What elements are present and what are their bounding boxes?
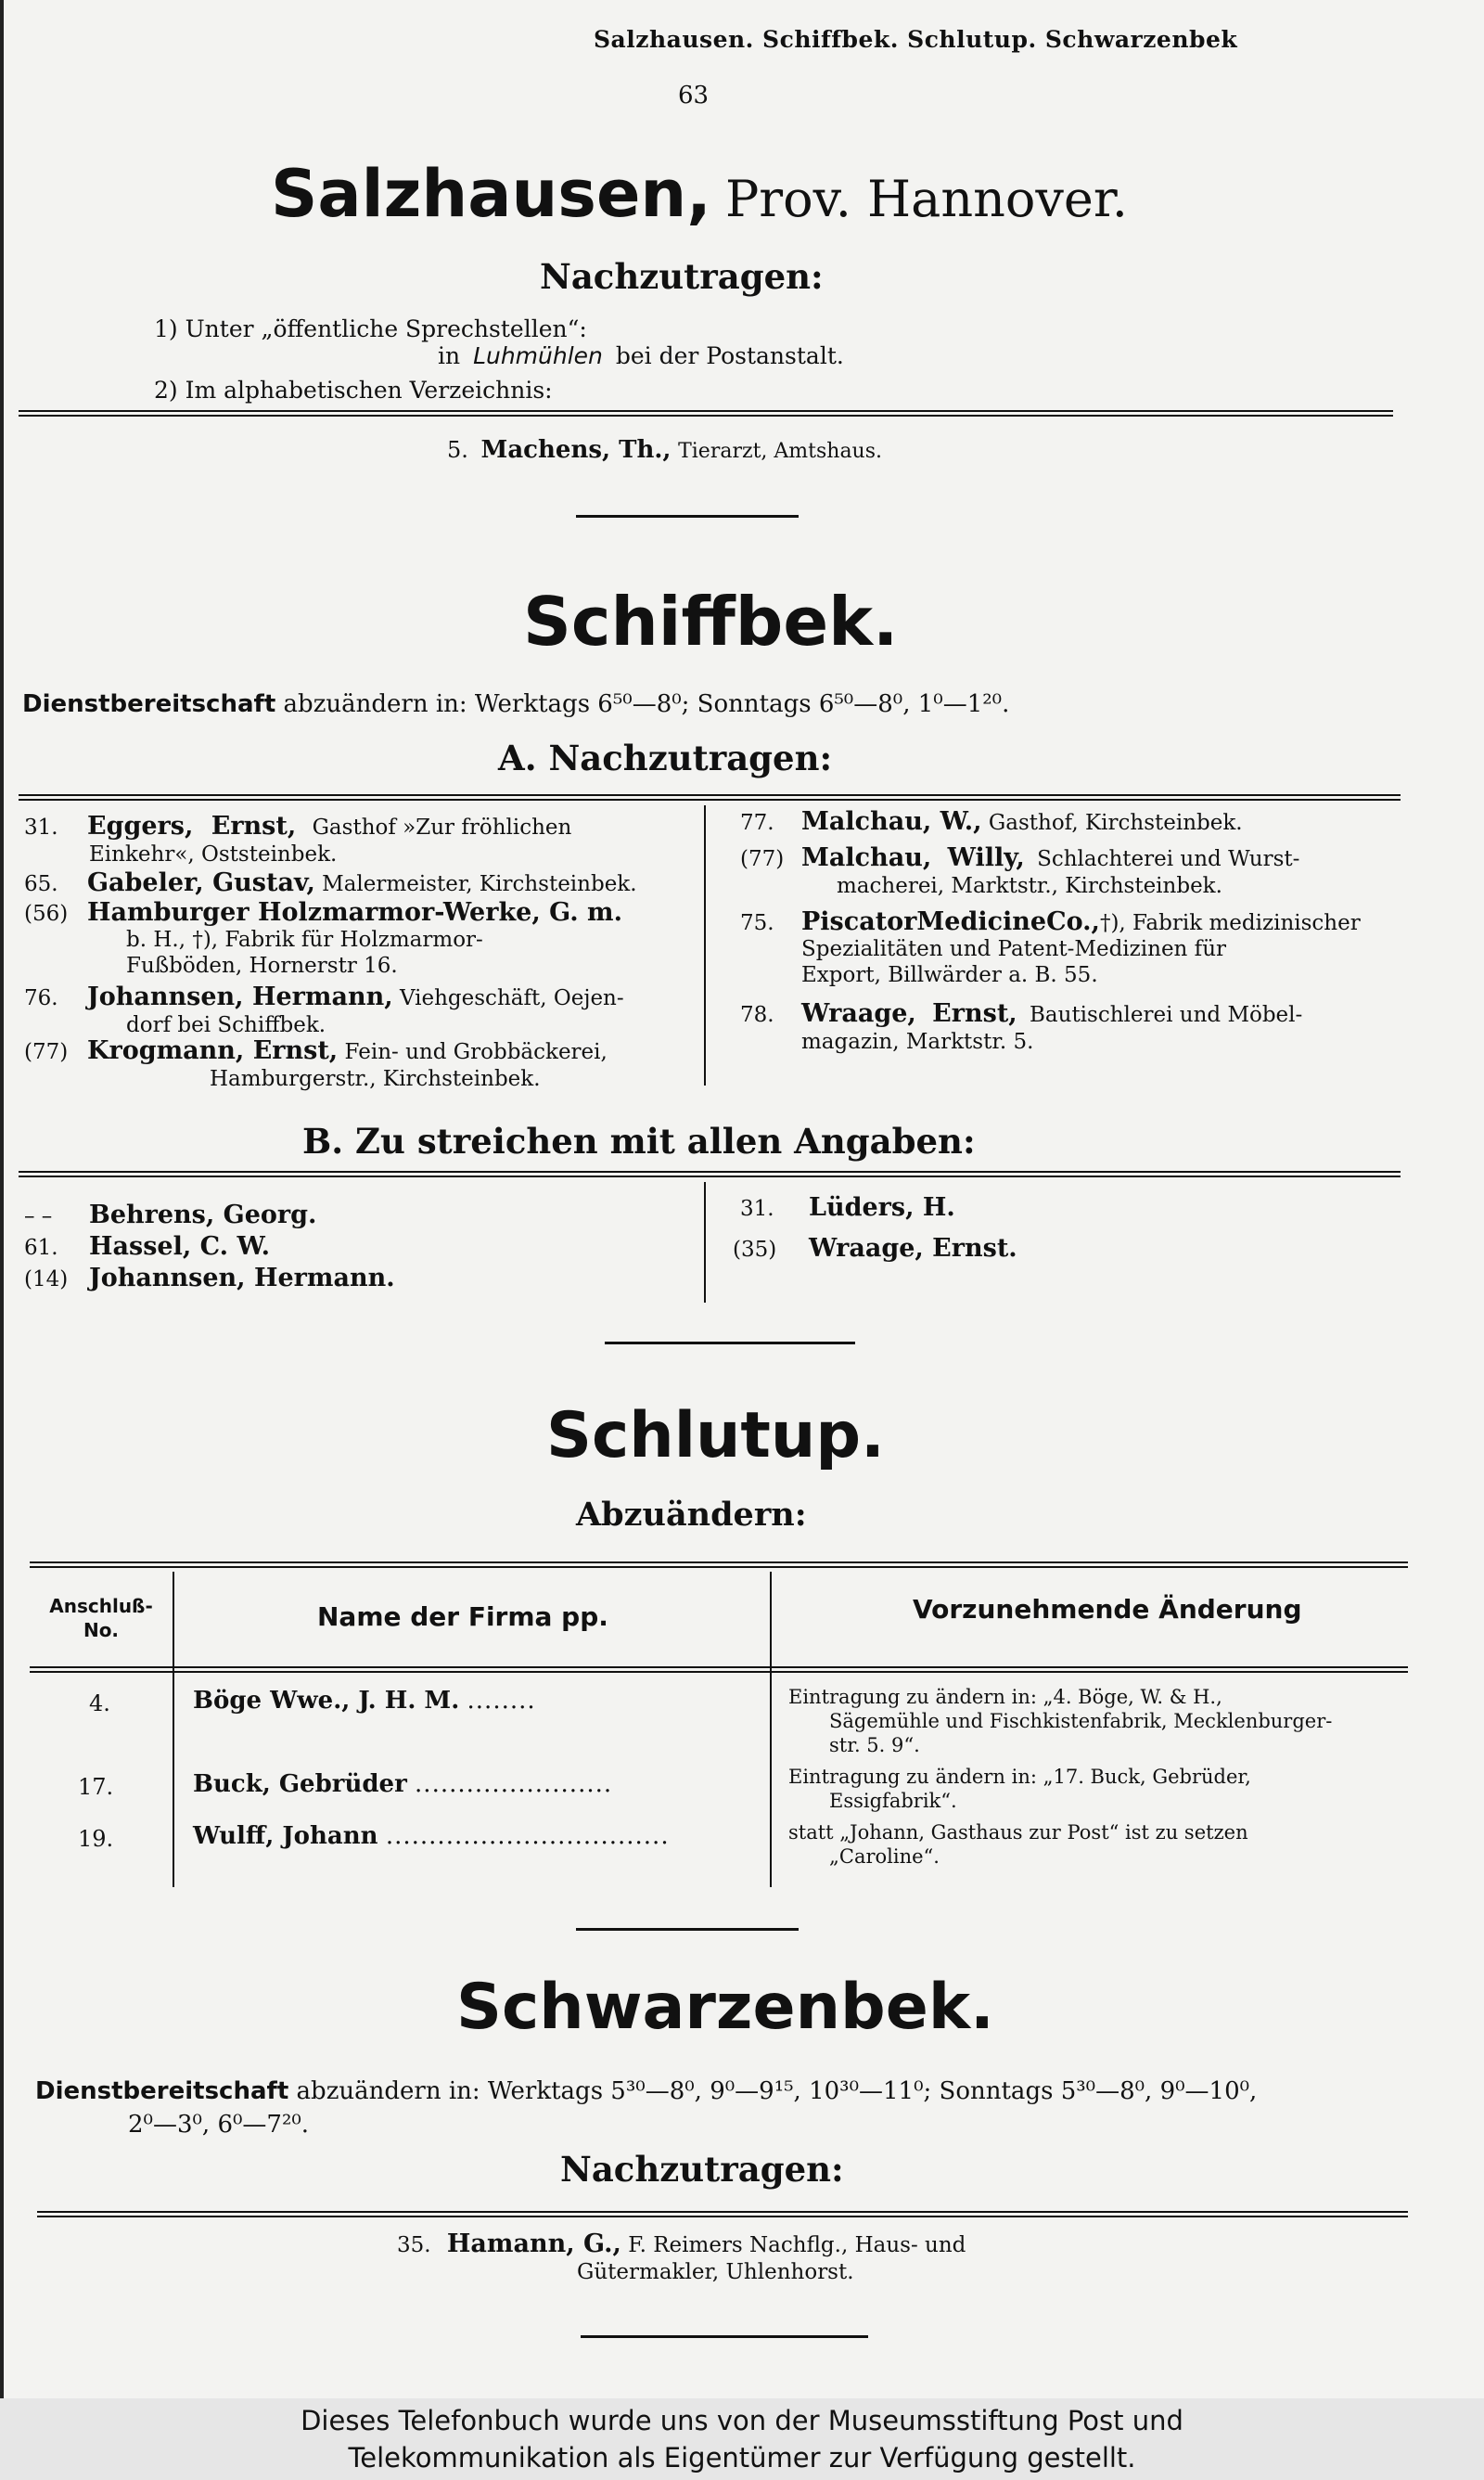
row-change-line1: Eintragung zu ändern in: „17. Buck, Gebrüder, bbox=[788, 1766, 1251, 1788]
entry-no: 65. bbox=[24, 872, 58, 896]
salzhausen-line1b-post: bei der Postanstalt. bbox=[615, 342, 844, 369]
row-leader-dots: ................................. bbox=[385, 1822, 670, 1850]
entry-desc: Viehgeschäft, Oejen- bbox=[399, 986, 624, 1010]
list-item bbox=[24, 1201, 316, 1229]
schwarzenbek-title: Schwarzenbek. bbox=[456, 1971, 994, 2044]
row-change-line2: „Caroline“. bbox=[829, 1845, 940, 1868]
table-column-divider-1 bbox=[173, 1572, 174, 1887]
list-item bbox=[24, 813, 571, 868]
divider-2 bbox=[605, 1342, 855, 1344]
schwarzenbek-entry-no: 35. bbox=[397, 2233, 431, 2257]
table-cell-name bbox=[193, 1822, 670, 1850]
entry-desc: Malermeister, Kirchsteinbek. bbox=[322, 872, 637, 896]
schiffbek-title: Schiffbek. bbox=[523, 583, 899, 661]
table-header-change: Vorzunehmende Änderung bbox=[913, 1594, 1302, 1625]
entry-name: Malchau, Willy, bbox=[801, 843, 1025, 872]
entry-name: Lüders, H. bbox=[809, 1193, 955, 1222]
salzhausen-entry-name: Machens, Th., bbox=[480, 436, 672, 464]
entry-name: PiscatorMedicineCo., bbox=[801, 907, 1100, 936]
entry-no: 31. bbox=[740, 1197, 774, 1221]
entry-desc2: magazin, Marktstr. 5. bbox=[801, 1030, 1034, 1054]
row-change-line2: Essigfabrik“. bbox=[829, 1790, 957, 1812]
entry-desc: Gasthof, Kirchsteinbek. bbox=[988, 811, 1243, 835]
list-item bbox=[740, 909, 1361, 988]
entry-name: Gabeler, Gustav, bbox=[87, 868, 315, 897]
salzhausen-title-suffix: Prov. Hannover. bbox=[724, 170, 1128, 228]
provenance-footer bbox=[0, 2398, 1484, 2480]
entry-desc: †), Fabrik medizinischer bbox=[1099, 911, 1361, 935]
entry-no: 76. bbox=[24, 986, 58, 1010]
entry-desc: Schlachterei und Wurst- bbox=[1037, 847, 1300, 871]
table-column-divider-2 bbox=[770, 1572, 772, 1887]
row-change-line3: str. 5. 9“. bbox=[829, 1734, 920, 1756]
entry-desc2: Einkehr«, Oststeinbek. bbox=[89, 842, 338, 867]
entry-no: – – bbox=[24, 1204, 53, 1228]
schiffbek-section-b: B. Zu streichen mit allen Angaben: bbox=[302, 1121, 976, 1162]
schiffbek-column-divider-b bbox=[704, 1182, 706, 1303]
entry-desc3: Export, Billwärder a. B. 55. bbox=[801, 963, 1098, 987]
salzhausen-entry bbox=[447, 436, 882, 464]
salzhausen-entry-desc: Tierarzt, Amtshaus. bbox=[678, 440, 883, 463]
entry-name: Wraage, Ernst. bbox=[809, 1234, 1017, 1263]
entry-desc: Fein- und Grobbäckerei, bbox=[344, 1040, 608, 1064]
list-item bbox=[24, 900, 622, 979]
salzhausen-line1b bbox=[438, 342, 844, 369]
entry-no: (77) bbox=[24, 1040, 69, 1064]
entry-desc2: dorf bei Schiffbek. bbox=[126, 1013, 326, 1037]
table-header-rule bbox=[30, 1666, 1408, 1673]
list-item bbox=[24, 1264, 395, 1292]
schiffbek-rule-b bbox=[19, 1171, 1401, 1177]
divider-3 bbox=[576, 1928, 799, 1931]
row-change-line2: Sägemühle und Fischkistenfabrik, Mecklenburger- bbox=[829, 1710, 1333, 1732]
salzhausen-entry-no: 5. bbox=[447, 437, 468, 463]
table-cell-change bbox=[788, 1685, 1332, 1757]
entry-no: 61. bbox=[24, 1236, 58, 1260]
row-leader-dots: ....................... bbox=[415, 1770, 613, 1798]
entry-desc2: macherei, Marktstr., Kirchsteinbek. bbox=[837, 874, 1222, 898]
salzhausen-title: Salzhausen, bbox=[271, 156, 711, 232]
list-item bbox=[733, 1234, 1017, 1263]
table-cell-change bbox=[788, 1820, 1248, 1869]
footer-line-1: Dieses Telefonbuch wurde uns von der Museumsstiftung Post und bbox=[301, 2405, 1183, 2436]
schwarzenbek-entry-desc: F. Reimers Nachflg., Haus- und bbox=[628, 2233, 966, 2257]
list-item bbox=[24, 983, 624, 1039]
schwarzenbek-hours bbox=[35, 2075, 1257, 2141]
entry-desc: b. H., †), Fabrik für Holzmarmor- bbox=[126, 928, 483, 952]
schwarzenbek-hours-text2: 2⁰—3⁰, 6⁰—7²⁰. bbox=[128, 2111, 310, 2139]
schlutup-title: Schlutup. bbox=[546, 1399, 885, 1472]
entry-name: Malchau, W., bbox=[801, 807, 982, 836]
schwarzenbek-hours-text: abzuändern in: Werktags 5³⁰—8⁰, 9⁰—9¹⁵, 10³⁰—11⁰; Sonntags 5³⁰—8⁰, 9⁰—10⁰, bbox=[296, 2077, 1258, 2105]
entry-name: Johannsen, Hermann. bbox=[89, 1264, 395, 1292]
row-leader-dots: ........ bbox=[467, 1687, 536, 1715]
table-cell-no: 19. bbox=[78, 1826, 114, 1852]
entry-no: 78. bbox=[740, 1003, 774, 1027]
list-item bbox=[740, 1193, 955, 1222]
running-title: Salzhausen. Schiffbek. Schlutup. Schwarzenbek bbox=[594, 26, 1238, 53]
entry-no: (14) bbox=[24, 1267, 69, 1291]
salzhausen-line1b-place: Luhmühlen bbox=[473, 342, 603, 369]
salzhausen-rule bbox=[19, 410, 1393, 417]
row-name: Buck, Gebrüder bbox=[193, 1770, 407, 1798]
page-number: 63 bbox=[678, 82, 710, 109]
list-item bbox=[24, 868, 637, 897]
schwarzenbek-entry-name: Hamann, G., bbox=[446, 2229, 621, 2258]
row-change-line1: Eintragung zu ändern in: „4. Böge, W. & H., bbox=[788, 1686, 1222, 1708]
schwarzenbek-hours-label: Dienstbereitschaft bbox=[35, 2077, 289, 2105]
entry-no: (35) bbox=[733, 1238, 777, 1262]
schiffbek-section-a: A. Nachzutragen: bbox=[498, 738, 833, 778]
divider-4 bbox=[581, 2335, 868, 2338]
table-cell-no: 17. bbox=[78, 1774, 114, 1800]
list-item bbox=[24, 1037, 608, 1093]
salzhausen-line1: 1) Unter „öffentliche Sprechstellen“: bbox=[154, 315, 587, 342]
table-cell-change bbox=[788, 1765, 1251, 1813]
schwarzenbek-entry bbox=[397, 2230, 966, 2286]
entry-name: Eggers, Ernst, bbox=[87, 812, 297, 841]
schiffbek-rule-a bbox=[19, 794, 1401, 801]
salzhausen-heading bbox=[271, 156, 1128, 232]
table-header-no-line2: No. bbox=[83, 1619, 120, 1641]
entry-no: 31. bbox=[24, 816, 58, 840]
entry-desc: Gasthof »Zur fröhlichen bbox=[312, 816, 572, 840]
schiffbek-hours-text: abzuändern in: Werktags 6⁵⁰—8⁰; Sonntags 6⁵⁰—8⁰, 1⁰—1²⁰. bbox=[283, 690, 1010, 718]
schwarzenbek-entry-desc2: Gütermakler, Uhlenhorst. bbox=[577, 2260, 854, 2284]
list-item bbox=[740, 1000, 1302, 1056]
table-top-rule bbox=[30, 1561, 1408, 1568]
table-header-no bbox=[41, 1594, 161, 1642]
row-name: Böge Wwe., J. H. M. bbox=[193, 1687, 460, 1715]
table-cell-name bbox=[193, 1687, 536, 1715]
table-header-name: Name der Firma pp. bbox=[317, 1601, 608, 1632]
entry-desc2: Spezialitäten und Patent-Medizinen für bbox=[801, 937, 1227, 961]
schiffbek-column-divider-a bbox=[704, 805, 706, 1086]
row-name: Wulff, Johann bbox=[193, 1822, 378, 1850]
divider-1 bbox=[576, 515, 799, 518]
table-cell-no: 4. bbox=[89, 1690, 110, 1716]
list-item bbox=[740, 807, 1243, 836]
list-item bbox=[740, 844, 1299, 900]
entry-name: Behrens, Georg. bbox=[89, 1201, 317, 1229]
row-change-line1: statt „Johann, Gasthaus zur Post“ ist zu setzen bbox=[788, 1821, 1248, 1844]
entry-no: 75. bbox=[740, 911, 774, 935]
table-header-no-line1: Anschluß- bbox=[49, 1595, 153, 1617]
entry-name: Johannsen, Hermann, bbox=[87, 983, 393, 1011]
footer-line-2: Telekommunikation als Eigentümer zur Verfügung gestellt. bbox=[348, 2442, 1136, 2474]
entry-desc: Bautischlerei und Möbel- bbox=[1030, 1003, 1303, 1027]
schwarzenbek-rule bbox=[37, 2211, 1408, 2217]
schwarzenbek-section: Nachzutragen: bbox=[560, 2149, 844, 2190]
salzhausen-line1b-pre: in bbox=[438, 342, 461, 369]
schiffbek-hours bbox=[22, 690, 1009, 718]
salzhausen-line2: 2) Im alphabetischen Verzeichnis: bbox=[154, 377, 553, 404]
entry-name: Hassel, C. W. bbox=[89, 1232, 270, 1261]
schlutup-section: Abzuändern: bbox=[576, 1496, 807, 1534]
entry-name: Wraage, Ernst, bbox=[801, 999, 1017, 1028]
entry-desc2: Hamburgerstr., Kirchsteinbek. bbox=[210, 1067, 541, 1091]
table-cell-name bbox=[193, 1770, 612, 1798]
schiffbek-hours-label: Dienstbereitschaft bbox=[22, 690, 276, 718]
entry-name: Hamburger Holzmarmor-Werke, G. m. bbox=[87, 898, 622, 927]
entry-no: (77) bbox=[740, 847, 785, 871]
list-item bbox=[24, 1232, 270, 1261]
entry-no: (56) bbox=[24, 902, 69, 926]
entry-desc2: Fußböden, Hornerstr 16. bbox=[126, 954, 398, 978]
entry-no: 77. bbox=[740, 811, 774, 835]
entry-name: Krogmann, Ernst, bbox=[87, 1036, 339, 1065]
salzhausen-section: Nachzutragen: bbox=[540, 256, 824, 297]
